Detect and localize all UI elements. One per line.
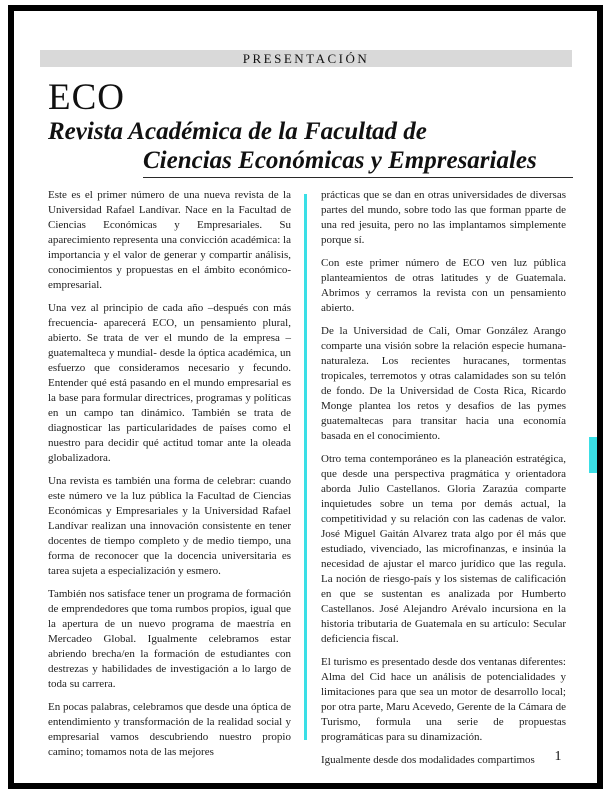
paragraph: También nos satisface tener un programa de formación de emprendedores que toma rumbos propios, igual que la apertura de un nuevo programa de maestría en Mercadeo Global. Igualmente celebramos estar abriendo brecha/en la formación de estudiantes con destrezas y habilidades de investigación a lo largo de toda su carrera.: [48, 588, 291, 690]
paragraph: De la Universidad de Cali, Omar González Arango comparte una visión sobre la relación especie humana-naturaleza. Los recientes huracanes, tormentas tropicales, terremotos y otras calamidades son su telón de fondo. De la Universidad de Costa Rica, Ricardo Monge plantea los retos y desafios de las pymes guatemaltecas para transitar hacia una economía basada en el conocimiento.: [321, 325, 566, 442]
paragraph: prácticas que se dan en otras universidades de diversas partes del mundo, sobre todo las que forman pparte de una red jesuita, pero no las implantamos simplemente porque sí.: [321, 189, 566, 246]
journal-logo: ECO: [48, 77, 125, 118]
column-divider-rule: [304, 194, 307, 740]
title-underline-rule: [143, 177, 573, 178]
page-number: 1: [554, 749, 562, 764]
paragraph: Una vez al principio de cada año –después con más frecuencia- aparecerá ECO, un pensamiento plural, abierto. Se trata de ver el mundo de la empresa –guatemalteca y mundial- desde la óptica académica, un esfuerzo que consideramos necesario y fecundo. Entender qué está pasando en el mundo empresarial es la base para formular directrices, programas y políticas en un campo tan dinámico. También se trata de diagnosticar las particularidades de países como el nuestro para decidir qué actitud tomar ante la oleada globalizadora.: [48, 302, 291, 464]
section-header-label: PRESENTACIÓN: [242, 51, 370, 66]
paragraph: Igualmente desde dos modalidades compartimos: [321, 754, 535, 766]
section-header-bar: [40, 50, 572, 67]
left-column: [48, 188, 291, 768]
paragraph: El turismo es presentado desde dos ventanas diferentes: Alma del Cid hace un análisis de potencialidades y limitaciones para que sea un motor de desarrollo local; por otra parte, Maru Acevedo, Gerente de la Cámara de Turismo, formula una serie de propuestas programáticas para su dinamización.: [321, 656, 566, 743]
journal-title-line1: Revista Académica de la Facultad de: [48, 118, 427, 145]
right-column: [321, 188, 566, 776]
cyan-accent-mark: [589, 437, 597, 473]
paragraph: Con este primer número de ECO ven luz pública planteamientos de otras latitudes y de Guatemala. Abrimos y cerramos la revista con un pensamiento abierto.: [321, 257, 566, 314]
paragraph: Otro tema contemporáneo es la planeación estratégica, que desde una perspectiva pragmática y orientadora aborda Julio Castellanos. Gloria Zarazúa comparte inquietudes sobre un tema por demás actual, la competitividad y su relación con las cadenas de valor. José Miguel Gaitán Alvarez trata algo por él más que estudiado, vivenciado, las microfinanzas, e insinúa la necesidad de ajustar el marco jurídico que las regula. La noción de riesgo-país y los sistemas de calificación en que se sustentan es analizada por Humberto Castellanos. José Alejandro Arévalo incursiona en la historia tributaria de Guatemala en su artículo: Secular deficiencia fiscal.: [321, 453, 566, 645]
paragraph: Una revista es también una forma de celebrar: cuando este número ve la luz pública la Facultad de Ciencias Económicas y Empresariales y la Universidad Rafael Landívar realizan una innovación consistente en tener docentes de tiempo completo y de medio tiempo, una forma de reconocer que la docencia universitaria es tarea sujeta a especialización y esmero.: [48, 475, 291, 577]
paragraph: Este es el primer número de una nueva revista de la Universidad Rafael Landívar. Nace en la Facultad de Ciencias Económicas y Empresariales. Su aparecimiento representa una convicción académica: la importancia y el valor de generar y compartir análisis, conocimientos y propuestas en el ámbito económico-empresarial.: [48, 189, 291, 291]
paragraph: En pocas palabras, celebramos que desde una óptica de entendimiento y transformación de la realidad social y empresarial vamos descubriendo nuestro propio camino; tomamos nota de las mejores: [48, 701, 291, 758]
journal-title-line2: Ciencias Económicas y Empresariales: [143, 147, 537, 174]
